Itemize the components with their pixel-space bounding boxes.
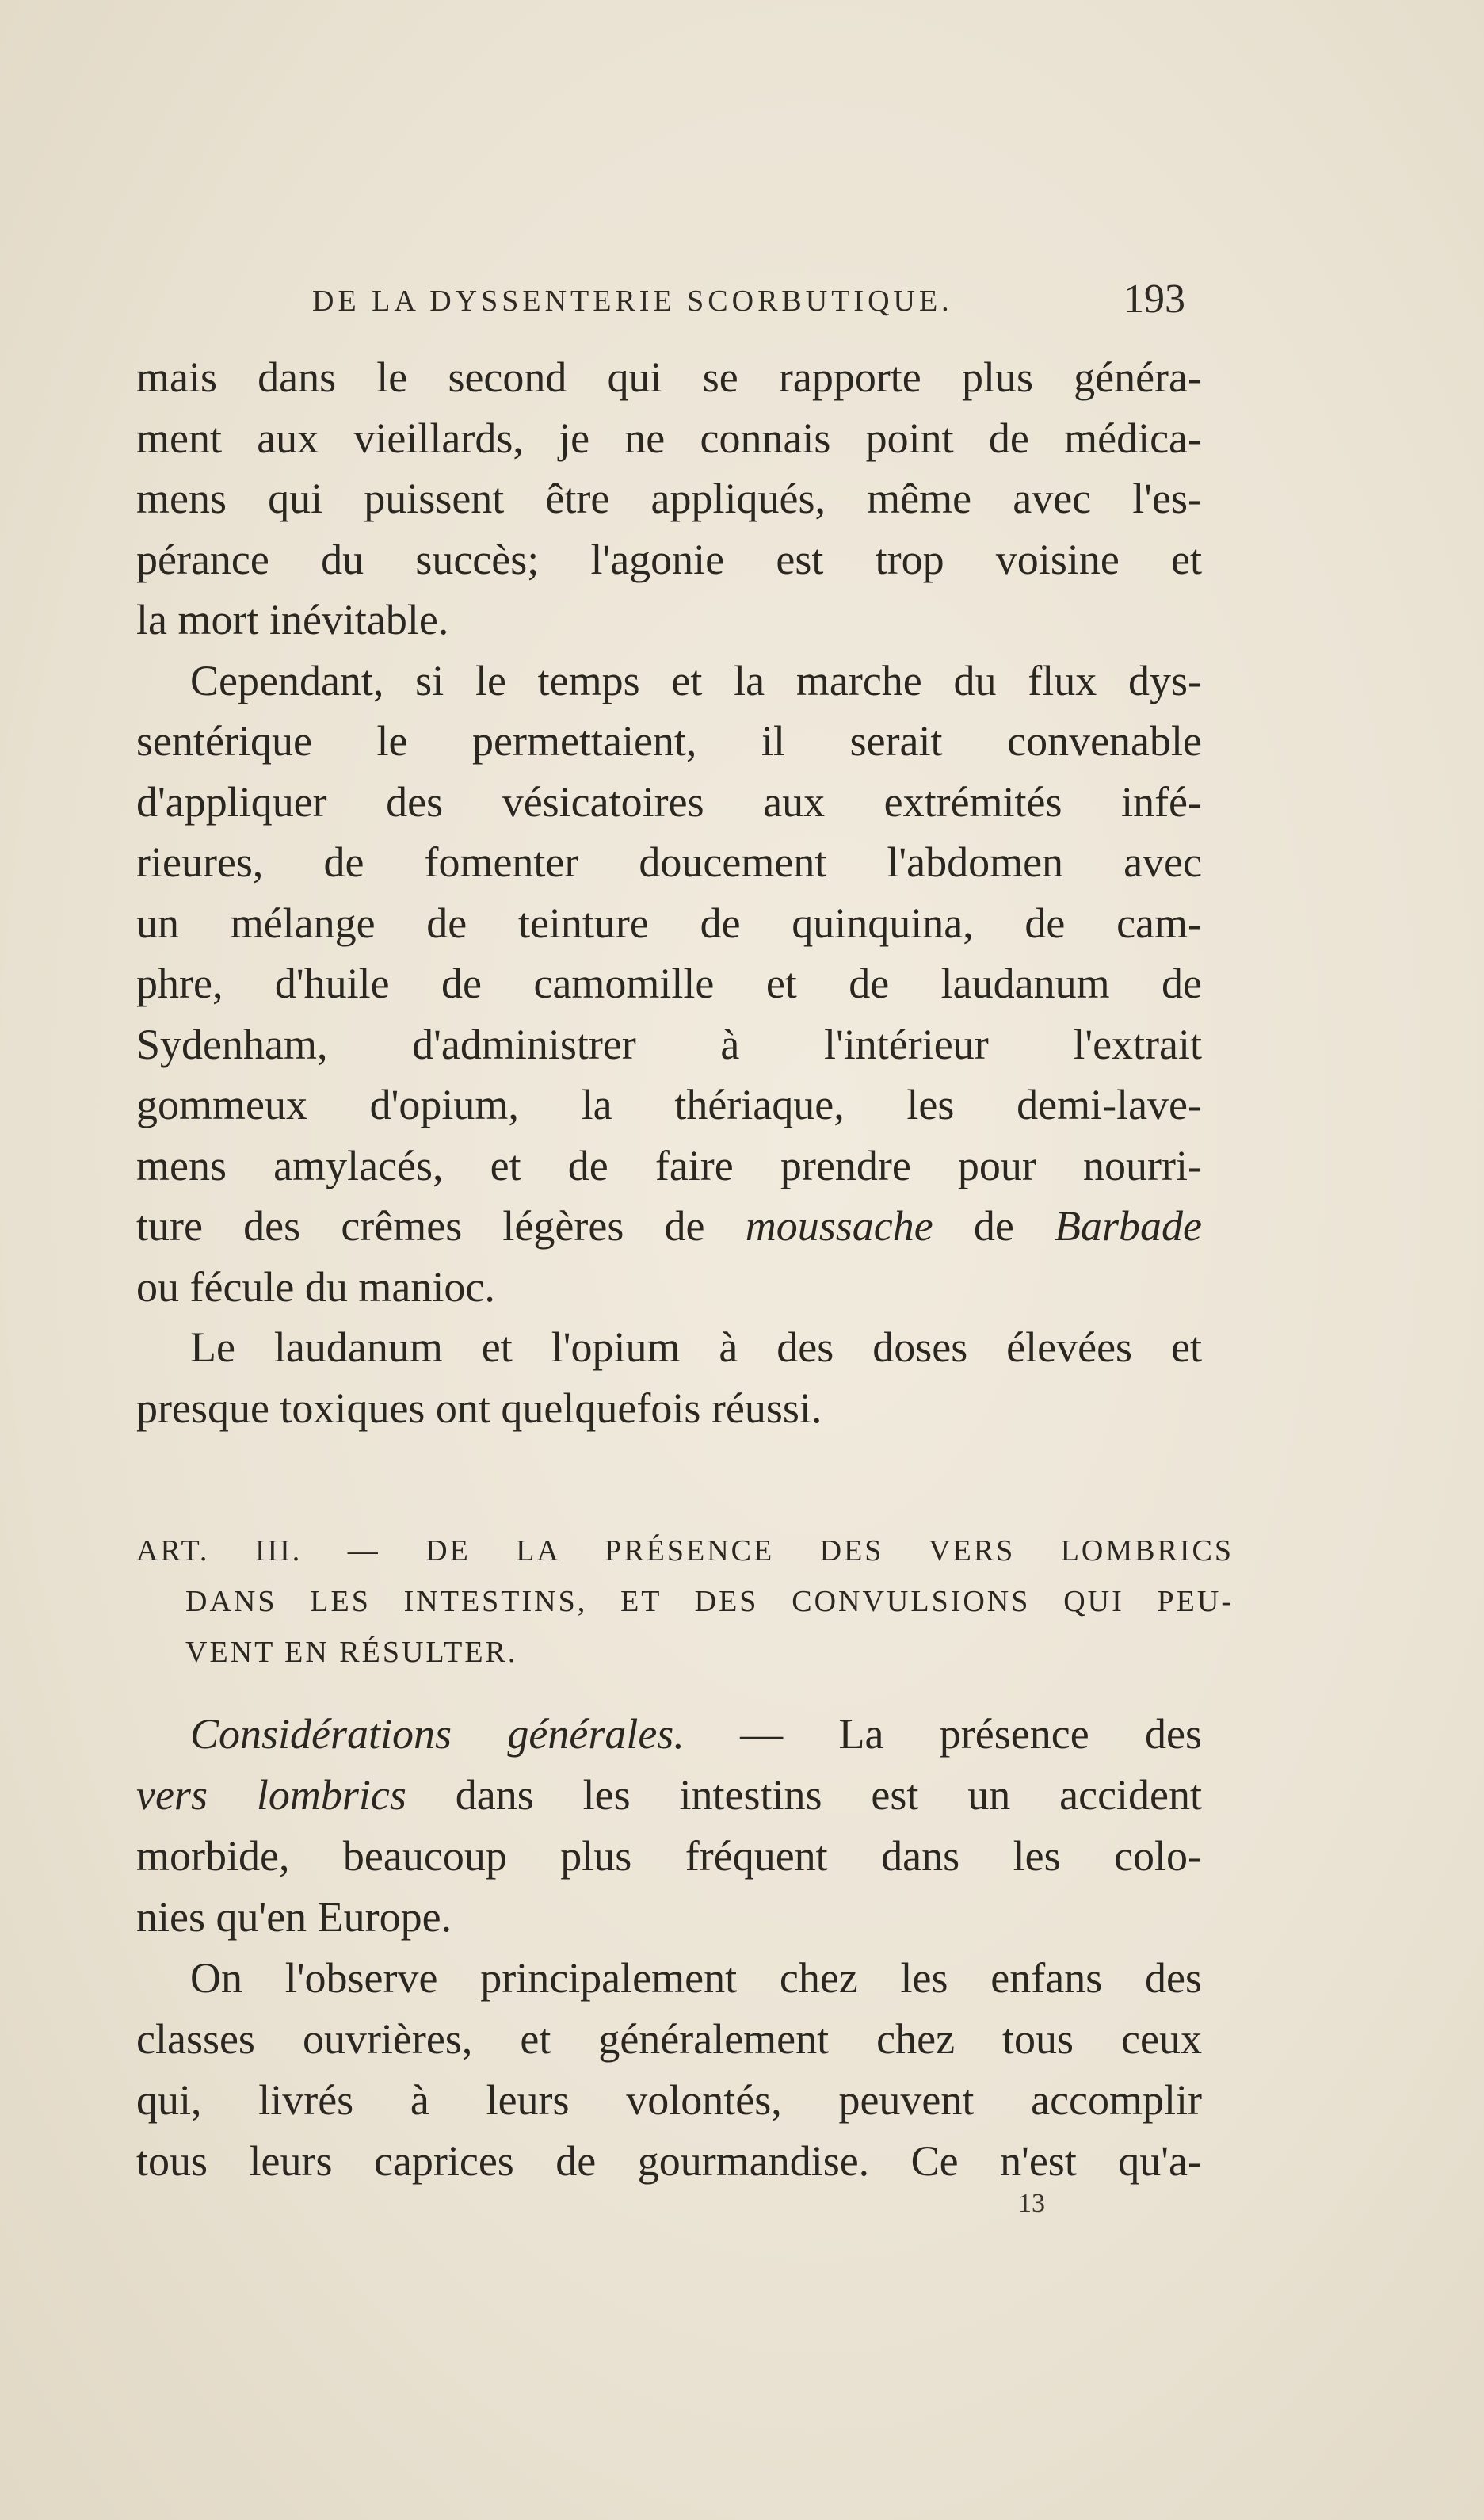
text-line: ment aux vieillards, je ne connais point de médica- — [136, 414, 1202, 462]
text-line: tous leurs caprices de gourmandise. Ce n'est qu'a- — [136, 2137, 1202, 2185]
text-line — [136, 1704, 1202, 1765]
text-line: ou fécule du manioc. — [136, 1262, 495, 1311]
text-line: nies qu'en Europe. — [136, 1893, 452, 1941]
signature-mark: 13 — [1018, 2189, 1045, 2218]
italic-term: moussache — [745, 1202, 933, 1250]
text-line: d'appliquer des vésicatoires aux extrémités infé- — [136, 777, 1202, 826]
page-number: 193 — [1123, 277, 1185, 322]
text-line: mens qui puissent être appliqués, même avec l'es- — [136, 475, 1202, 522]
italic-lead: Considérations générales. — [190, 1710, 685, 1758]
article-heading-line: ART. III. — DE LA PRÉSENCE DES VERS LOMBRICS — [136, 1534, 1234, 1567]
text-line: Le laudanum et l'opium à des doses élevées et — [190, 1323, 1202, 1371]
text-line: un mélange de teinture de quinquina, de cam- — [136, 899, 1202, 947]
main-text-continued — [136, 1704, 1202, 2192]
running-head — [306, 276, 1185, 331]
text-line: qui, livrés à leurs volontés, peuvent accomplir — [136, 2076, 1202, 2124]
article-heading-line: VENT EN RÉSULTER. — [185, 1636, 518, 1669]
italic-term: Barbade — [1055, 1202, 1203, 1250]
text-line: presque toxiques ont quelquefois réussi. — [136, 1384, 822, 1432]
text-line — [136, 1196, 1202, 1257]
text-line — [136, 1765, 1202, 1826]
text-line: rieures, de fomenter doucement l'abdomen avec — [136, 838, 1202, 886]
italic-term: vers lombrics — [136, 1771, 406, 1819]
text-line: pérance du succès; l'agonie est trop voisine et — [136, 535, 1202, 583]
running-title: DE LA DYSSENTERIE SCORBUTIQUE. — [312, 284, 953, 318]
text-fragment: de — [973, 1202, 1014, 1250]
text-line: classes ouvrières, et généralement chez tous ceux — [136, 2015, 1202, 2063]
text-line: mens amylacés, et de faire prendre pour nourri- — [136, 1141, 1202, 1189]
text-line: phre, d'huile de camomille et de laudanum de — [136, 960, 1202, 1007]
text-line: Cependant, si le temps et la marche du flux dys- — [190, 656, 1202, 704]
article-heading-line: DANS LES INTESTINS, ET DES CONVULSIONS QUI PEU- — [185, 1585, 1234, 1618]
text-line: On l'observe principalement chez les enfans des — [190, 1954, 1202, 2002]
text-line: Sydenham, d'administrer à l'intérieur l'extrait — [136, 1020, 1202, 1068]
text-line: sentérique le permettaient, il serait convenable — [136, 717, 1202, 765]
text-line: gommeux d'opium, la thériaque, les demi-lave- — [136, 1081, 1202, 1128]
text-fragment: — La présence des — [740, 1710, 1202, 1758]
text-fragment: ture des crêmes légères de — [136, 1202, 705, 1250]
text-line: morbide, beaucoup plus fréquent dans les colo- — [136, 1832, 1202, 1880]
text-line: la mort inévitable. — [136, 596, 449, 643]
main-text — [136, 347, 1202, 1438]
text-fragment: dans les intestins est un accident — [455, 1771, 1203, 1819]
text-line: mais dans le second qui se rapporte plus généra- — [136, 353, 1202, 401]
article-heading — [136, 1525, 1234, 1678]
